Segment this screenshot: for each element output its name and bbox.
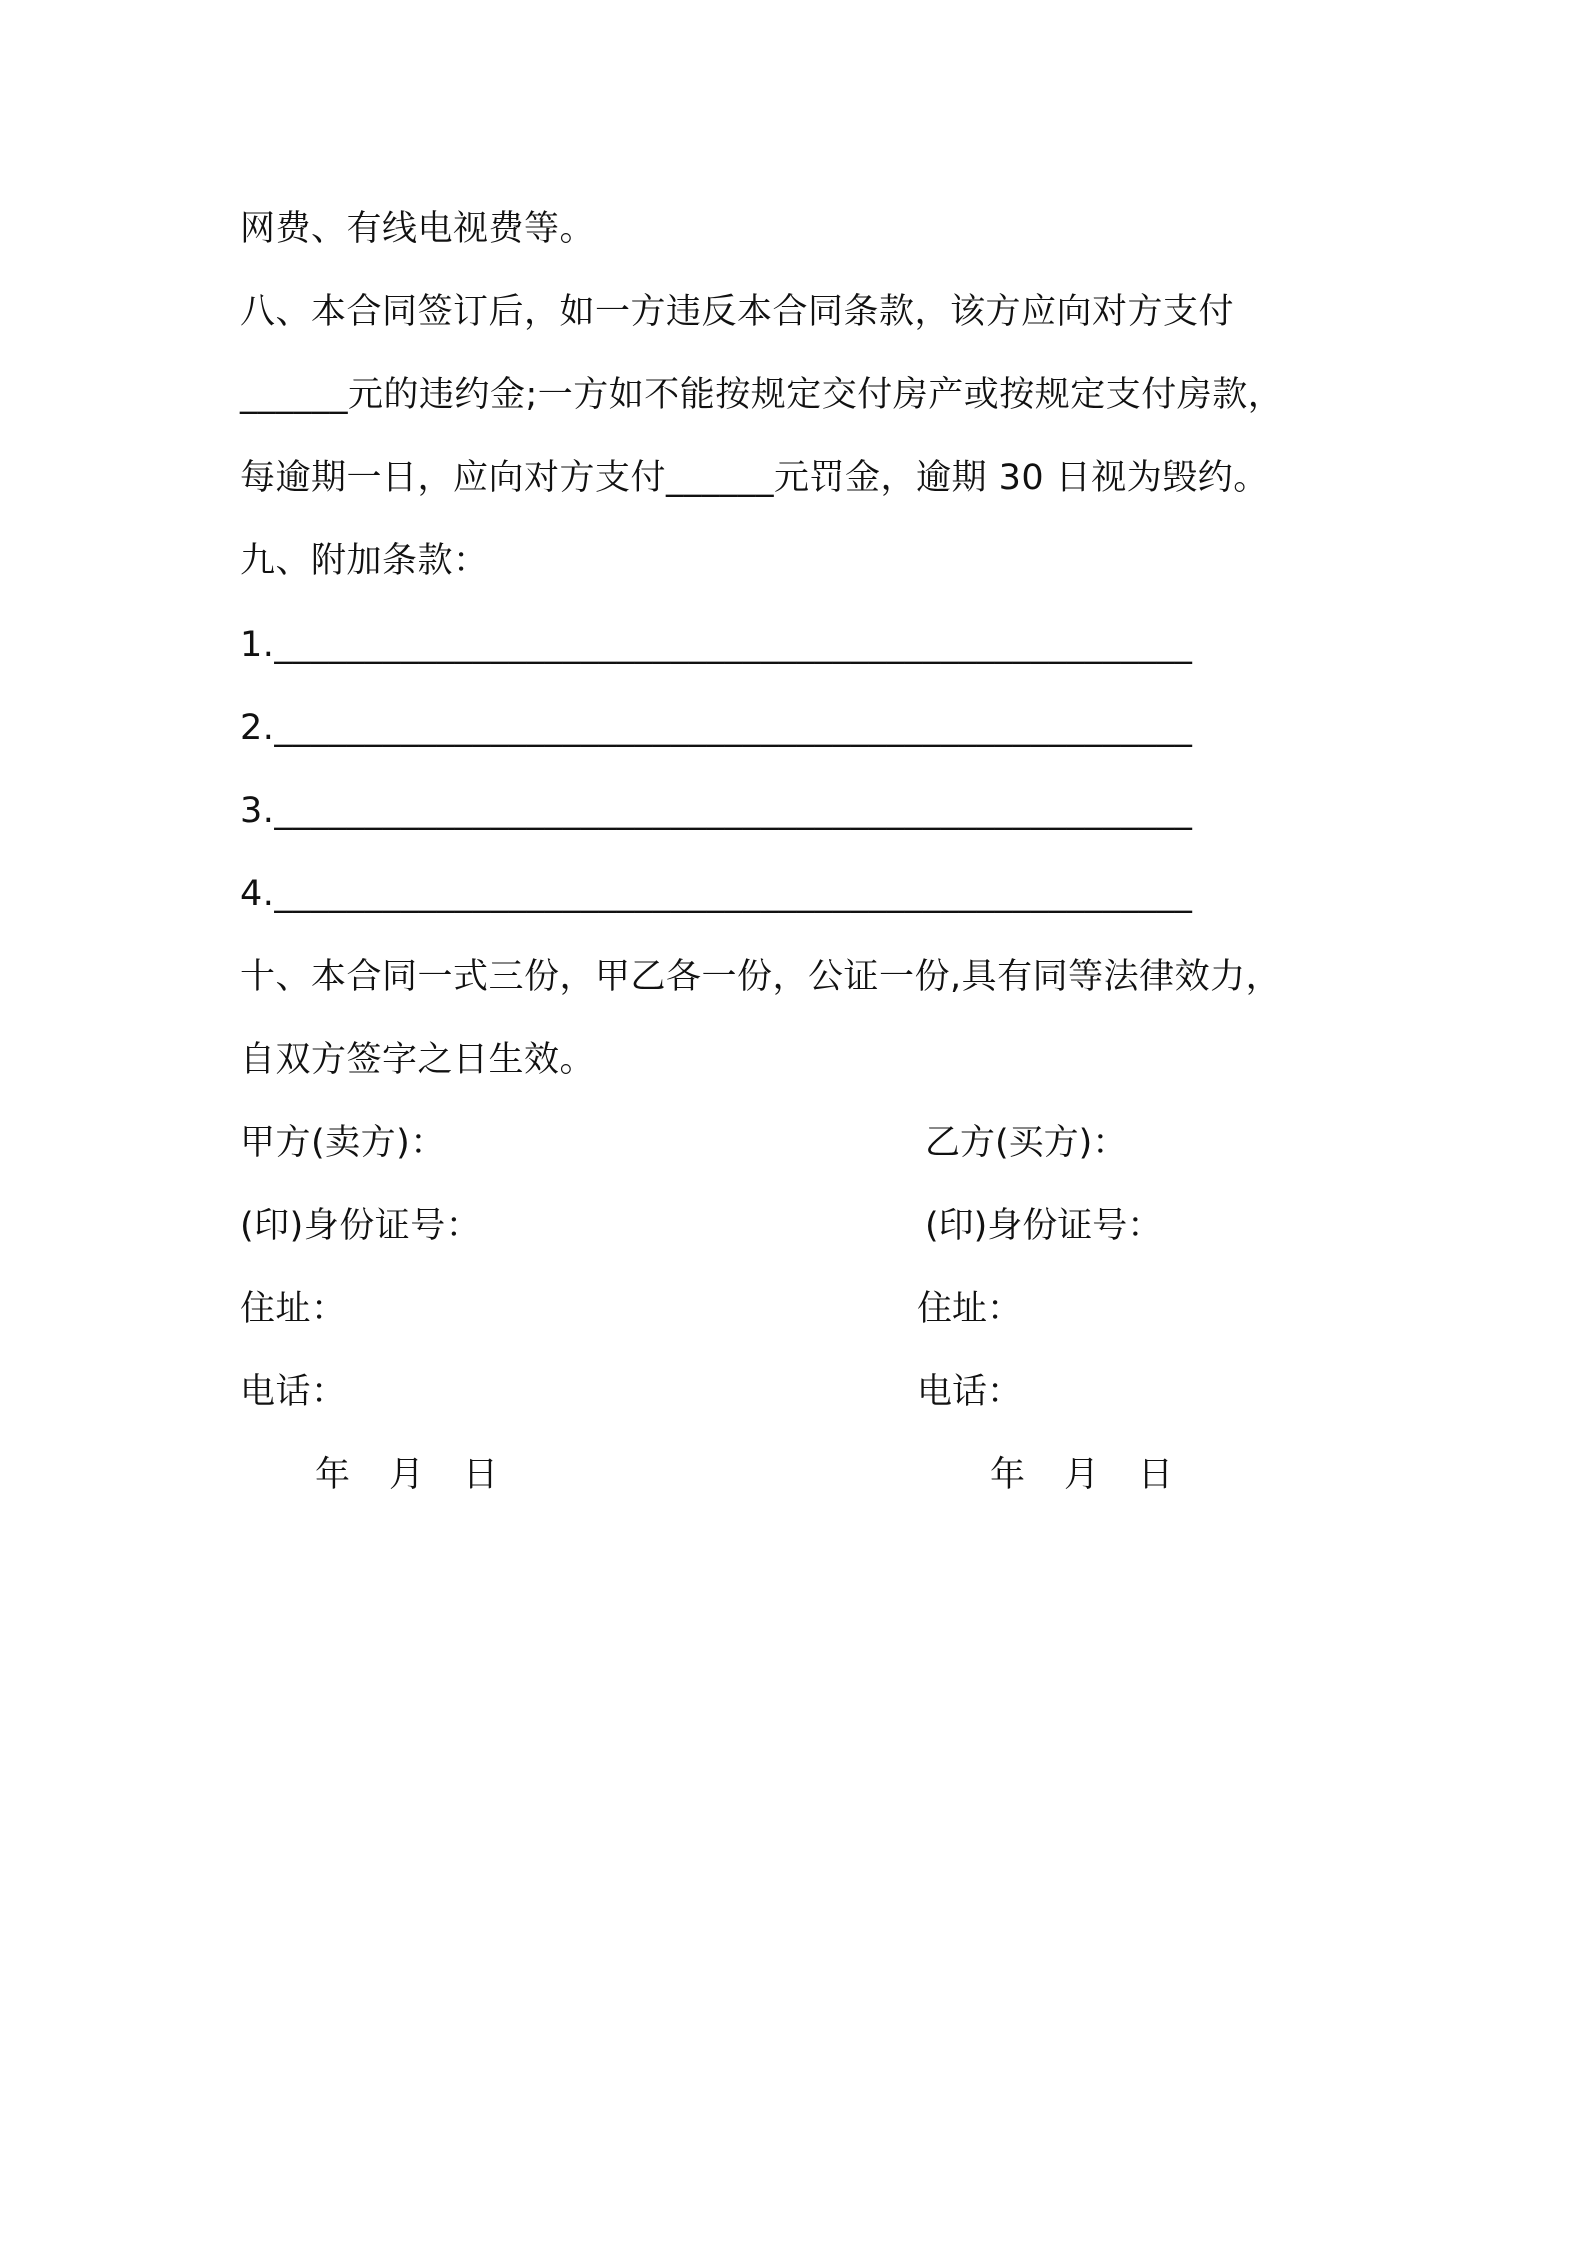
party-a-id-label: (印)身份证号：	[240, 1206, 482, 1246]
paragraph-clause-8-line-2: ______元的违约金;一方如不能按规定交付房产或按规定支付房款，	[240, 375, 1284, 415]
party-a-title: 甲方(卖方)：	[240, 1123, 446, 1163]
paragraph-utilities: 网费、有线电视费等。	[240, 209, 596, 249]
party-b-date-day: 日	[1138, 1455, 1174, 1495]
party-b-title: 乙方(买方)：	[925, 1123, 1128, 1163]
party-b-id-label: (印)身份证号：	[925, 1206, 1163, 1246]
additional-clause-1: 1.___________________________________________________	[240, 625, 1193, 665]
party-a-date-year: 年	[315, 1455, 351, 1495]
paragraph-clause-8-line-3: 每逾期一日，应向对方支付______元罚金，逾期 30 日视为毁约。	[240, 458, 1269, 498]
party-a-date-month: 月	[389, 1455, 425, 1495]
paragraph-clause-9-heading: 九、附加条款：	[240, 541, 489, 581]
additional-clause-4: 4.___________________________________________________	[240, 874, 1193, 914]
party-a-date	[315, 1451, 537, 1499]
party-b-date-month: 月	[1064, 1455, 1100, 1495]
paragraph-clause-10-line-2: 自双方签字之日生效。	[240, 1040, 596, 1080]
paragraph-clause-8-line-1: 八、本合同签订后，如一方违反本合同条款，该方应向对方支付	[240, 292, 1235, 332]
party-b-date-year: 年	[990, 1455, 1026, 1495]
party-a-date-day: 日	[463, 1455, 499, 1495]
party-b-address-label: 住址：	[917, 1289, 1023, 1329]
party-a-phone-label: 电话：	[240, 1372, 347, 1412]
party-b-phone-label: 电话：	[917, 1372, 1023, 1412]
paragraph-clause-10-line-1: 十、本合同一式三份，甲乙各一份，公证一份,具有同等法律效力，	[240, 957, 1282, 997]
additional-clause-3: 3.___________________________________________________	[240, 791, 1193, 831]
party-b-date	[990, 1451, 1212, 1499]
additional-clause-2: 2.___________________________________________________	[240, 708, 1193, 748]
party-a-address-label: 住址：	[240, 1289, 347, 1329]
